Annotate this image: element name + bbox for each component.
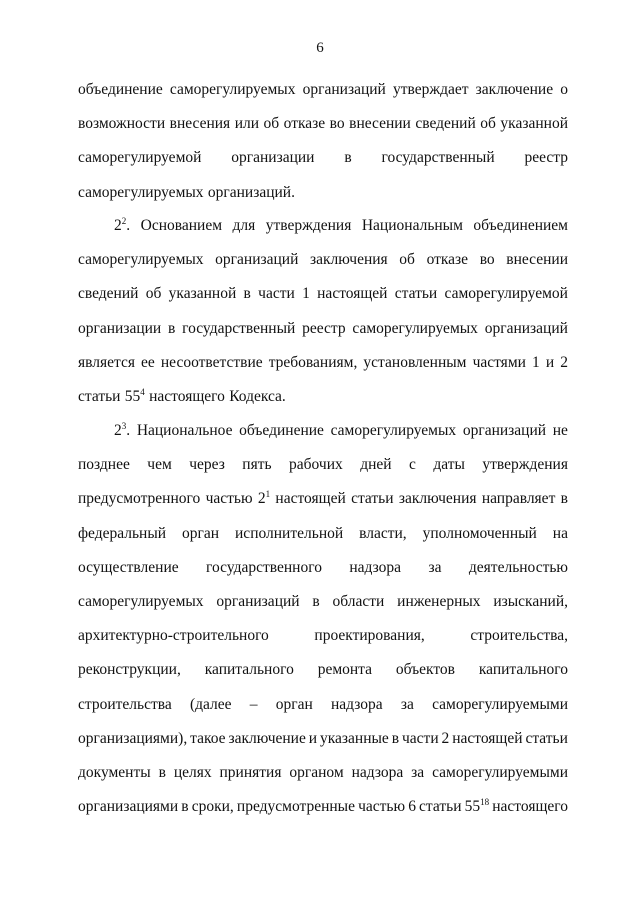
word: государственный [381,149,495,167]
word: архитектурно-строительного [78,627,269,645]
word: чем [147,456,172,474]
word: объединение [78,81,163,98]
word: надзора [351,763,404,781]
text-line [78,763,568,797]
text-line [78,695,568,729]
paragraph [78,80,568,217]
word: заключения [398,490,477,508]
word: уполномоченный [422,524,537,542]
word: саморегулируемыми [432,695,568,713]
word: такое [190,729,226,747]
word: сведений [415,115,476,133]
text-line [78,729,568,763]
word: внесении [506,251,568,269]
word: за [411,763,425,781]
word: об [145,285,162,303]
word: заключения [310,251,388,269]
word: направляет [481,490,556,508]
word: капитального [478,661,568,679]
word: за [428,558,442,576]
word: принятия [219,763,282,781]
word: саморегулируемых [330,422,457,439]
word: саморегулируемой [78,149,202,167]
text-line [78,387,568,421]
word: области [332,592,385,610]
word: орган [182,524,220,542]
word: федеральный [78,524,167,542]
word: отказе [426,251,469,269]
word: саморегулируемых [352,319,478,337]
word: статьи [78,387,121,405]
word: заключение [228,729,306,747]
word: о [560,81,568,98]
word: организаций [216,592,300,610]
word: утверждает [393,81,469,98]
word: об [480,115,496,133]
word: организаций. [207,183,295,201]
word: объединение [239,422,324,439]
word: саморегулируемых [169,81,296,98]
word: осуществление [78,558,179,576]
word: орган [275,695,313,713]
word: возможности [78,115,166,133]
word: (далее [189,695,232,713]
word: 6 [408,798,416,816]
word: пять [242,456,272,474]
word: сроки, [191,798,234,816]
word: внесения [169,115,231,133]
word: организаций [484,319,568,337]
word: организациями [78,798,179,816]
word: ремонта [317,661,373,679]
text-line [78,455,568,489]
word: организаций [215,251,299,269]
word: надзора [349,558,402,576]
word: объединением [473,217,568,234]
word: $55^4$ [124,386,145,405]
text-line [78,421,568,455]
text-line [78,797,568,831]
word: в [181,798,189,816]
word: предусмотренного [78,490,201,508]
word: исполнительной [235,524,344,542]
word: на [552,524,568,542]
word: заключение [475,81,554,98]
word: реестр [302,319,346,337]
word: проектирования, [314,627,425,645]
text-line [78,524,568,558]
word: через [189,456,225,474]
word: надзора [330,695,383,713]
paragraph [78,421,568,831]
word: Национальным [361,217,463,234]
word: объектов [395,661,455,679]
word: 2 [560,353,568,371]
word: в [158,763,166,781]
word: статьи [394,285,438,303]
word: инженерных [397,592,481,610]
word: саморегулируемых [78,251,204,269]
word: рабочих [289,456,343,474]
word: указанной [500,115,568,133]
text-line [78,80,568,114]
text-line [78,319,568,353]
text-line [78,114,568,148]
word: – [249,695,258,713]
word: во [479,251,495,269]
word: саморегулируемыми [432,763,568,781]
text-line [78,558,568,592]
word: реконструкции, [78,661,181,679]
word: для [232,217,256,234]
word: позднее [78,456,130,474]
word: указанной [168,285,237,303]
word: сведений [78,285,139,303]
word: внесении [349,115,411,133]
word: деятельностью [468,558,568,576]
word: об [263,115,280,133]
word: требованиям, [268,353,358,371]
word: документы [78,763,151,781]
paragraph-number: $2^2$. [114,216,131,234]
text-line [78,250,568,284]
word: несоответствие [160,353,263,371]
text-line [78,626,568,660]
word: отказе [283,115,326,133]
word: изысканий, [493,592,568,610]
word: в [312,592,320,610]
word: организаций [462,422,547,439]
paragraph [78,216,568,421]
text-line [78,489,568,523]
word: утверждения [265,217,352,234]
word: настоящей [275,490,346,508]
word: $2^1$ [257,489,271,508]
word: частями [472,353,526,371]
word: организации [78,319,162,337]
word: организации [231,149,315,167]
word: частью [358,798,406,816]
word: части [401,729,439,747]
word: об [399,251,415,269]
word: частью [205,490,253,508]
text-line [78,216,568,250]
word: капитального [204,661,294,679]
word: части [258,285,295,303]
word: саморегулируемых [78,592,204,610]
word: дней [360,456,392,474]
word: за [400,695,414,713]
word: строительства [78,695,172,713]
word: даты [433,456,465,474]
word: организаций [302,81,386,98]
word: предусмотренные [236,798,355,816]
word: $55^{18}$ [464,797,490,816]
word: является [78,353,135,371]
word: строительства, [470,627,568,645]
word: статьи [419,798,462,816]
word: или [234,115,260,133]
word: и [545,353,555,371]
word: саморегулируемой [444,285,568,303]
word: Основанием [140,217,223,234]
word: 1 [532,353,540,371]
word: в [391,729,400,747]
word: реестр [524,149,568,167]
word: ее [141,353,155,371]
word: и [308,729,318,747]
word: 2 [441,729,450,747]
word: целях [173,763,212,781]
text-line [78,183,568,217]
word: настоящей [452,729,523,747]
word: настоящего [149,387,225,405]
word: не [552,422,568,439]
word: государственного [206,558,322,576]
word: в [344,149,352,167]
word: с [409,456,416,474]
text-line [78,592,568,626]
word: организациями), [78,729,188,747]
word: в [560,490,568,508]
word: Кодекса. [229,387,286,405]
word: указанные [320,729,389,747]
word: настоящего [492,798,568,816]
word: в [243,285,251,303]
word: саморегулируемых [78,183,204,201]
page-number: 6 [316,40,324,56]
text-line [78,148,568,182]
text-line [78,660,568,694]
word: 1 [302,285,310,303]
word: государственный [182,319,296,337]
word: статьи [351,490,394,508]
word: во [329,115,345,133]
word: настоящей [317,285,388,303]
word: статьи [525,729,568,747]
word: Национальное [136,422,233,439]
paragraph-number: $2^3$. [114,421,131,439]
word: утверждения [482,456,568,474]
word: установленным [363,353,467,371]
text-line [78,353,568,387]
word: в [168,319,176,337]
text-line [78,284,568,318]
word: власти, [359,524,407,542]
word: органом [289,763,344,781]
